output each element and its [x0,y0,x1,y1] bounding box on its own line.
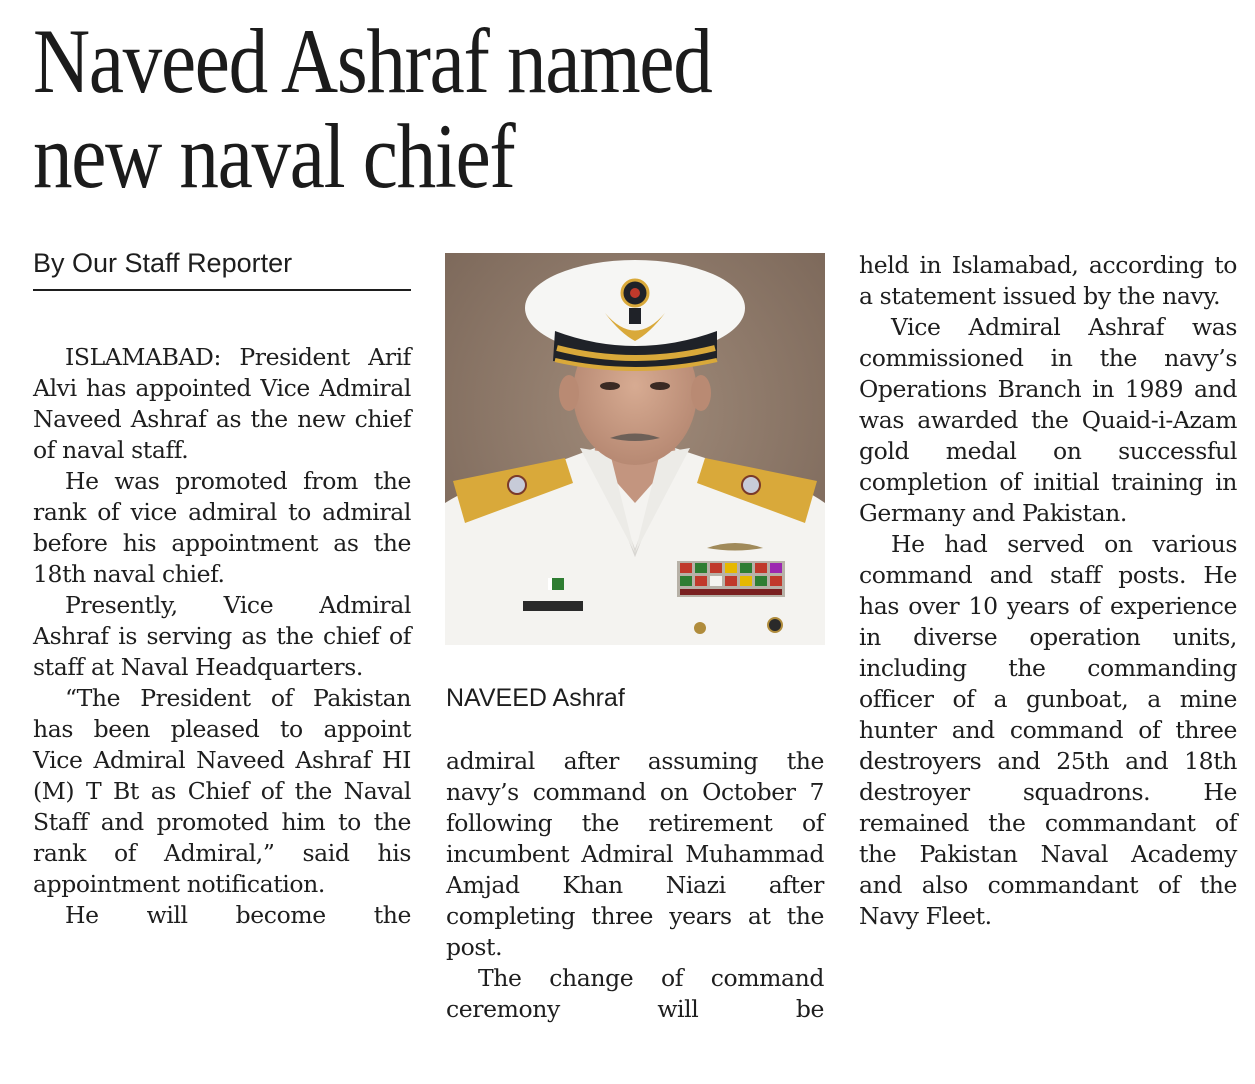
byline: By Our Staff Reporter [33,246,411,291]
headline-line-2: new naval chief [33,105,515,207]
officer-portrait-photo [445,253,825,645]
paragraph: admiral after assuming the navy’s command on October 7 following the retirement of incumbent Admiral Muhammad Amjad Khan Niazi after completing three years at the post. [446,747,824,961]
paragraph: ISLAMABAD: President Arif Alvi has appointed Vice Admiral Naveed Ashraf as the new chief of naval staff. [33,343,411,464]
article-column-1 [33,342,411,931]
paragraph: He had served on various command and staff posts. He has over 10 years of experience in diverse operation units, including the commanding officer of a gunboat, a mine hunter and command of three destroyers and 25th and 18th destroyer squadrons. He remained the commandant of the Pakistan Naval Academy and also commandant of the Navy Fleet. [859,530,1237,930]
paragraph: He was promoted from the rank of vice admiral to admiral before his appointment as the 18th naval chief. [33,467,411,588]
article-column-3 [859,250,1237,932]
paragraph: “The President of Pakistan has been pleased to appoint Vice Admiral Naveed Ashraf HI (M) T Bt as Chief of the Naval Staff and promoted him to the rank of Admiral,” said his appointment notification. [33,684,411,898]
paragraph: The change of command ceremony will be [446,964,824,1023]
portrait-illustration [445,253,825,645]
paragraph: Vice Admiral Ashraf was commissioned in the navy’s Operations Branch in 1989 and was awarded the Quaid-i-Azam gold medal on successful completion of initial training in Germany and Pakistan. [859,313,1237,527]
article-column-2 [446,746,824,1025]
paragraph: Presently, Vice Admiral Ashraf is serving as the chief of staff at Naval Headquarters. [33,591,411,681]
paragraph: He will become the [65,901,411,929]
headline [33,10,1065,207]
paragraph: held in Islamabad, according to a statement issued by the navy. [859,251,1237,310]
photo-caption: NAVEED Ashraf [446,684,625,712]
headline-line-1: Naveed Ashraf named [33,10,712,112]
